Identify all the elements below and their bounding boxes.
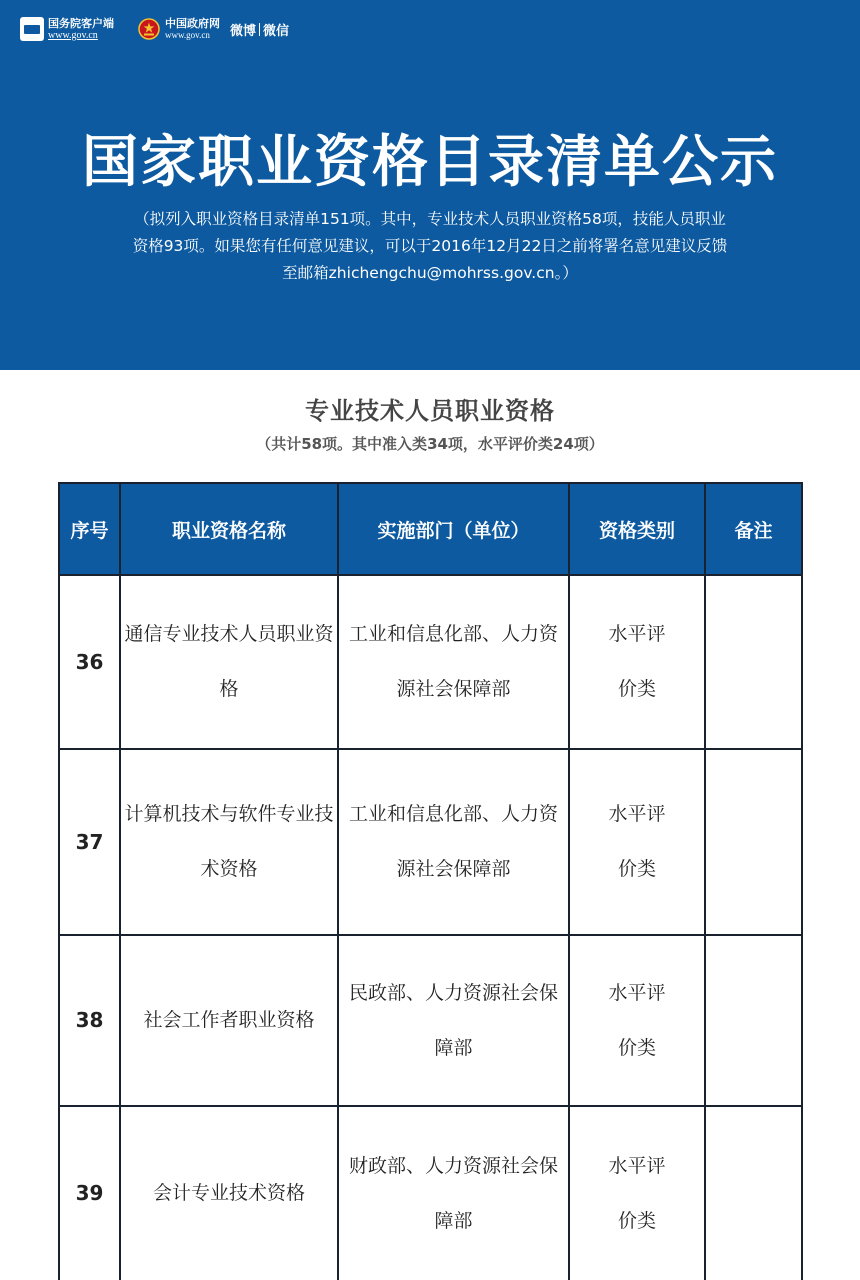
- table-row: [59, 575, 802, 749]
- qualification-table: [58, 482, 801, 1280]
- row-note: [705, 1106, 802, 1280]
- row-dept: 财政部、人力资源社会保障部: [338, 1106, 569, 1280]
- row-note: [705, 935, 802, 1106]
- row-category: 水平评价类: [569, 1106, 705, 1280]
- row-dept: 民政部、人力资源社会保障部: [338, 935, 569, 1106]
- brand-bar: [20, 14, 289, 44]
- brand1-url: www.gov.cn: [48, 29, 98, 41]
- brand2-name: 中国政府网: [165, 17, 220, 30]
- header-name: 职业资格名称: [120, 483, 338, 575]
- row-note: [705, 575, 802, 749]
- table-row: [59, 1106, 802, 1280]
- row-category: 水平评价类: [569, 749, 705, 935]
- header-banner: [0, 0, 860, 370]
- brand1-name: 国务院客户端: [48, 16, 114, 30]
- weibo-link[interactable]: 微博: [230, 23, 257, 39]
- table-row: [59, 935, 802, 1106]
- brand2-url: www.gov.cn: [165, 30, 210, 40]
- header-dept: 实施部门（单位）: [338, 483, 569, 575]
- row-num: 36: [59, 575, 120, 749]
- gov-app-logo-icon: [20, 17, 44, 41]
- row-name: 会计专业技术资格: [120, 1106, 338, 1280]
- social-links: [230, 20, 289, 39]
- state-council-app-link[interactable]: [20, 17, 114, 41]
- table-row: [59, 749, 802, 935]
- gov-cn-link[interactable]: [138, 18, 220, 40]
- header-num: 序号: [59, 483, 120, 575]
- header-note: 备注: [705, 483, 802, 575]
- social-separator: [259, 23, 260, 36]
- header-category: 资格类别: [569, 483, 705, 575]
- row-dept: 工业和信息化部、人力资源社会保障部: [338, 575, 569, 749]
- weixin-link[interactable]: 微信: [263, 23, 290, 39]
- row-name: 通信专业技术人员职业资格: [120, 575, 338, 749]
- row-num: 38: [59, 935, 120, 1106]
- row-dept: 工业和信息化部、人力资源社会保障部: [338, 749, 569, 935]
- national-emblem-icon: [138, 18, 160, 40]
- row-category: 水平评价类: [569, 575, 705, 749]
- row-note: [705, 749, 802, 935]
- row-num: 37: [59, 749, 120, 935]
- row-name: 社会工作者职业资格: [120, 935, 338, 1106]
- row-category: 水平评价类: [569, 935, 705, 1106]
- table-header-row: [59, 483, 802, 575]
- row-num: 39: [59, 1106, 120, 1280]
- intro-text: （拟列入职业资格目录清单151项。其中，专业技术人员职业资格58项，技能人员职业资格93项。如果您有任何意见建议，可以于2016年12月22日之前将署名意见建议反馈至邮箱zhichengchu@mohrss.gov.cn。）: [132, 210, 728, 282]
- section-subtitle: （共计58项。其中准入类34项，水平评价类24项）: [256, 435, 604, 453]
- section-title: 专业技术人员职业资格: [305, 397, 555, 425]
- row-name: 计算机技术与软件专业技术资格: [120, 749, 338, 935]
- page-title: 国家职业资格目录清单公示: [82, 130, 778, 195]
